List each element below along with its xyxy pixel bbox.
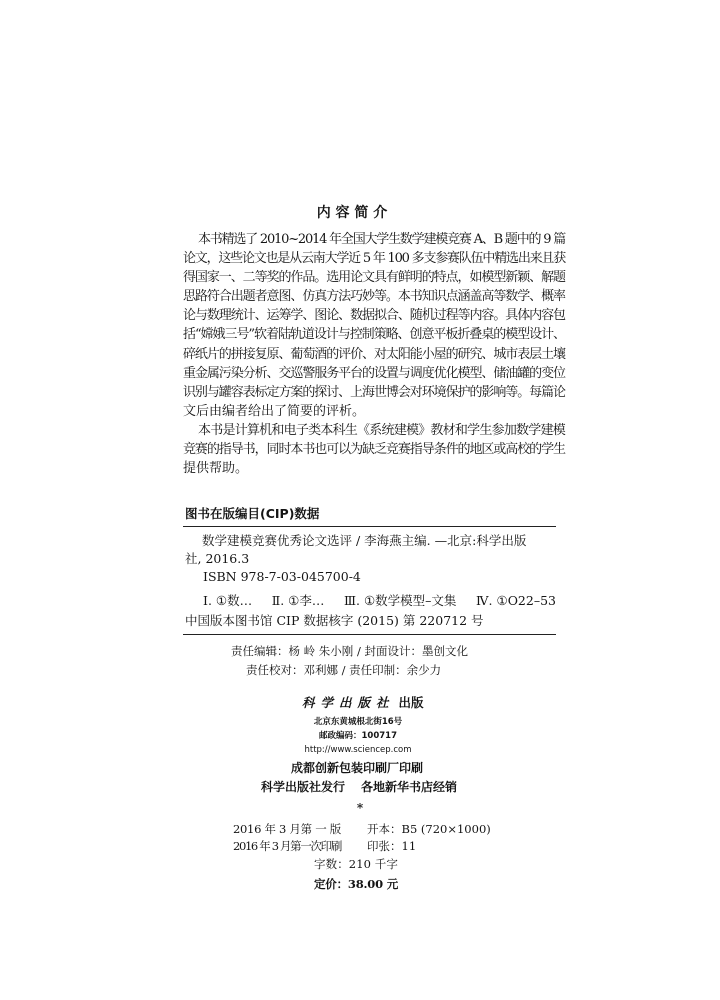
word-count: 字数：210 千字 [314,857,398,871]
summary-line: 括“嫦娥三号”软着陆轨道设计与控制策略、创意平板折叠桌的模型设计、 [183,327,565,343]
credits-line-1: 责任编辑：杨 岭 朱小刚 / 封面设计：墨创文化 [231,644,468,658]
separator-star: * [356,801,364,815]
cip-classification-item: Ⅳ. ①O22–53 [476,593,556,608]
summary-line: 本书精选了 2010~2014 年全国大学生数学建模竞赛 A、B 题中的 9 篇 [198,232,565,247]
cip-rule-bottom [183,634,556,635]
summary-line: 论文，这些论文也是从云南大学近 5 年 100 多支参赛队伍中精选出来且获 [183,251,565,267]
cip-number: 中国版本图书馆 CIP 数据核字 (2015) 第 220712 号 [185,613,484,628]
distribution-row [261,779,457,795]
publisher-row [302,694,424,712]
retailer: 各地新华书店经销 [360,780,457,794]
publisher-address: 北京东黄城根北街16号 [313,717,403,727]
cip-heading: 图书在版编目(CIP)数据 [185,506,320,521]
cip-classification-item: Ⅲ. ①数学模型–文集 [343,593,457,608]
summary-line: 思路符合出题者意图、仿真方法巧妙等。本书知识点涵盖高等数学、概率 [183,289,565,305]
publisher-postcode: 邮政编码：100717 [319,731,397,741]
summary-title: 内 容 简 介 [316,205,388,221]
distributor: 科学出版社发行 [261,780,346,794]
cip-classification [203,592,556,610]
summary-line: 文后由编者给出了简要的评析。 [183,403,366,419]
credits-line-2: 责任校对：邓利娜 / 责任印制：余少力 [246,663,442,677]
summary-line: 重金属污染分析、交巡警服务平台的设置与调度优化模型、储油罐的变位 [183,365,565,381]
summary-line: 提供帮助。 [183,461,249,477]
publisher-action: 出版 [398,695,424,710]
impression: 2016 年 3 月第一次印刷 [233,839,341,853]
cip-citation-line-2: 社, 2016.3 [185,551,250,566]
summary-line: 得国家一、二等奖的作品。选用论文具有鲜明的特点，如模型新颖、解题 [183,270,565,286]
price: 定价：38.00 元 [314,877,398,891]
cip-citation-line-1: 数学建模竞赛优秀论文选评 / 李海燕主编. —北京:科学出版 [202,533,527,548]
summary-line: 竞赛的指导书，同时本书也可以为缺乏竞赛指导条件的地区或高校的学生 [183,442,565,458]
summary-line: 碎纸片的拼接复原、葡萄酒的评价、对太阳能小屋的研究、城市表层土壤 [183,346,565,362]
edition: 2016 年 3 月第 一 版 [233,822,341,836]
cip-classification-item: Ⅱ. ①李… [271,593,325,608]
summary-line: 论与数理统计、运筹学、图论、数据拟合、随机过程等内容。具体内容包 [183,308,565,324]
summary-line: 识别与罐容表标定方案的探讨、上海世博会对环境保护的影响等。每篇论 [183,384,565,400]
publisher-url: http://www.sciencep.com [304,745,412,755]
cip-isbn: ISBN 978-7-03-045700-4 [203,569,361,584]
sheets: 印张：11 [367,839,417,853]
cip-rule-top [183,526,556,527]
summary-body [183,230,565,478]
cip-classification-item: Ⅰ. ①数… [203,593,253,608]
format: 开本：B5 (720×1000) [367,822,491,836]
publisher-logo: 科学出版社 [302,695,395,710]
printer: 成都创新包装印刷厂印刷 [290,761,423,775]
summary-line: 本书是计算机和电子类本科生《系统建模》教材和学生参加数学建模 [198,422,565,438]
